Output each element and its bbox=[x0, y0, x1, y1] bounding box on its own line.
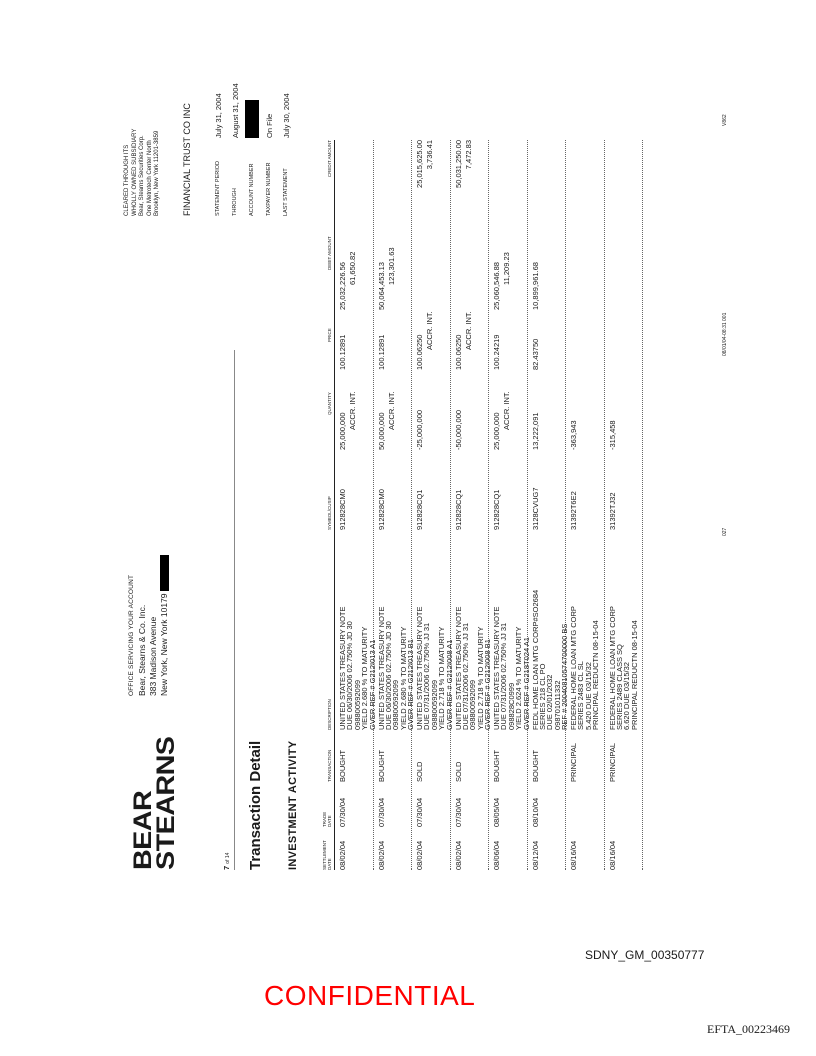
clearing-info: CLEARED THROUGH ITS WHOLLY OWNED SUBSIDIARY Bear, Stearns Securities Corp. One Metrotech Center North Brooklyn, New York 11201-3859 bbox=[124, 128, 160, 216]
cusip: 31392T6E2 bbox=[569, 491, 578, 530]
page-number: 7 of 14 bbox=[222, 852, 231, 870]
credit-amount: 50,031,250.00 bbox=[453, 140, 463, 188]
quantity: -25,000,000 bbox=[415, 409, 424, 450]
transaction-type: PRINCIPAL bbox=[569, 742, 578, 782]
section-heading: INVESTMENT ACTIVITY bbox=[287, 740, 299, 870]
price-note: ACCR. INT. bbox=[425, 311, 434, 350]
quantity: 25,000,000 bbox=[492, 412, 501, 450]
description: FEDERAL HOME LOAN MTG CORP SERIES 2489 CLASS SQ 6.620 DUE 03/15/32 PRINCIPAL REDUCTN 08-15-04 bbox=[607, 606, 639, 730]
description: UNITED STATES TREASURY NOTE DUE 07/31/2006 02.750% JJ 31 098800592099 YIELD 2.718 % TO MATURITY GVER REF # G212I008 A1 bbox=[415, 606, 454, 730]
confidential-stamp: CONFIDENTIAL bbox=[264, 980, 476, 1011]
table-row bbox=[412, 140, 454, 870]
cusip: 912828CQ1 bbox=[492, 489, 501, 530]
transaction-type: BOUGHT bbox=[492, 749, 501, 782]
table-row bbox=[566, 140, 605, 870]
settlement-date: 08/06/04 bbox=[492, 840, 501, 870]
footer-code: V862 bbox=[722, 114, 728, 126]
redaction-box bbox=[160, 555, 169, 591]
table-header: SETTLEMENT DATE TRADE DATE TRANSACTION DESCRIPTION SYMBOL/CUSIP QUANTITY PRICE DEBIT AMOUNT CREDIT AMOUNT bbox=[316, 140, 335, 870]
trade-date: 07/30/04 bbox=[338, 797, 347, 827]
price: 100.12891 bbox=[376, 334, 386, 370]
cusip: 912828CM0 bbox=[376, 489, 386, 530]
bates-number: SDNY_GM_00350777 bbox=[585, 948, 705, 962]
trade-date: 07/30/04 bbox=[453, 797, 463, 827]
page-title: Transaction Detail bbox=[247, 740, 264, 870]
transaction-type: BOUGHT bbox=[338, 749, 347, 782]
price: 100.06250 bbox=[453, 334, 463, 370]
cusip: 3128CVUG7 bbox=[530, 487, 540, 530]
trade-date: 08/10/04 bbox=[530, 797, 540, 827]
table-row bbox=[605, 140, 644, 870]
transaction-type: SOLD bbox=[415, 761, 424, 782]
description: UNITED STATES TREASURY NOTE DUE 06/30/2006 02.750% JD 30 098800592099 YIELD 2.680 % TO MATURITY GVER REF # G212I013 A1 bbox=[338, 606, 377, 730]
debit-amount: 50,064,453.13 bbox=[376, 262, 386, 310]
debit-amount: 25,032,226.56 bbox=[338, 262, 347, 310]
quantity: -363,943 bbox=[569, 420, 578, 450]
divider bbox=[234, 350, 235, 870]
trade-date: 08/05/04 bbox=[492, 797, 501, 827]
bear-stearns-logo: BEAR STEARNS bbox=[129, 736, 180, 870]
debit-amount: 25,060,546.88 bbox=[492, 262, 501, 310]
description: UNITED STATES TREASURY NOTE DUE 06/30/2006 02.750% JD 30 098800592099 YIELD 2.680 % TO MATURITY GVER REF # G212I013 B1 bbox=[376, 606, 416, 730]
quantity-note: ACCR. INT. bbox=[386, 391, 396, 430]
description: UNITED STATES TREASURY NOTE DUE 07/31/2006 02.750% JJ 31 098828C0999 YIELD 2.624 % TO MATURITY GVER REF # G218T024 A1 bbox=[492, 606, 531, 730]
price: 100.24219 bbox=[492, 334, 501, 370]
table-row bbox=[451, 140, 493, 870]
quantity: -50,000,000 bbox=[453, 409, 463, 450]
debit-amount: 10,899,961.68 bbox=[530, 262, 540, 310]
office-address: OFFICE SERVICING YOUR ACCOUNT Bear, Stearns & Co. Inc. 383 Madison Avenue New York, New York 10179 bbox=[126, 555, 170, 696]
cusip: 31392TJ32 bbox=[607, 492, 617, 530]
settlement-date: 08/02/04 bbox=[453, 840, 463, 870]
redaction-box bbox=[245, 100, 259, 138]
price: 100.12891 bbox=[338, 334, 347, 370]
quantity: 25,000,000 bbox=[338, 412, 347, 450]
description: FEDL HOME LOAN MTG CORP#SO2684 SERIES 218 CL PO DUE 02/01/2032 098701011332 REF # 20040810574700000 BS bbox=[530, 589, 570, 730]
cusip: 912828CQ1 bbox=[415, 489, 424, 530]
quantity: 50,000,000 bbox=[376, 412, 386, 450]
cusip: 912828CM0 bbox=[338, 489, 347, 530]
transaction-type: PRINCIPAL bbox=[607, 742, 617, 782]
transaction-type: SOLD bbox=[453, 761, 463, 782]
debit-interest: 123,301.63 bbox=[386, 247, 396, 285]
credit-interest: 7,472.83 bbox=[463, 140, 473, 170]
table-row bbox=[528, 140, 570, 870]
trade-date: 07/30/04 bbox=[376, 797, 386, 827]
footer-code: 027 bbox=[722, 527, 728, 536]
credit-amount: 25,015,625.00 bbox=[415, 140, 424, 188]
transaction-type: BOUGHT bbox=[530, 749, 540, 782]
transaction-type: BOUGHT bbox=[376, 749, 386, 782]
settlement-date: 08/16/04 bbox=[607, 840, 617, 870]
trade-date: 07/30/04 bbox=[415, 797, 424, 827]
settlement-date: 08/12/04 bbox=[530, 840, 540, 870]
debit-interest: 11,209.23 bbox=[502, 252, 511, 285]
settlement-date: 08/02/04 bbox=[415, 840, 424, 870]
price: 82.43750 bbox=[530, 338, 540, 370]
quantity: -315,458 bbox=[607, 420, 617, 450]
settlement-date: 08/02/04 bbox=[376, 840, 386, 870]
description: FEDERAL HOME LOAN MTG CORP SERIES 2483 CL SL 5.420 DUE 03/15/32 PRINCIPAL REDUCTN 08-15-04 bbox=[569, 606, 601, 730]
account-name: FINANCIAL TRUST CO INC bbox=[182, 103, 192, 216]
transaction-table bbox=[316, 140, 643, 870]
settlement-date: 08/02/04 bbox=[338, 840, 347, 870]
table-row bbox=[489, 140, 531, 870]
statement-meta: STATEMENT PERIOD July 31, 2004 THROUGH August 31, 2004 ACCOUNT NUMBER TAXPAYER NUMBER On File LAST STATEMENT July 30, 2004 bbox=[214, 83, 291, 216]
price-note: ACCR. INT. bbox=[463, 311, 473, 350]
debit-interest: 61,650.82 bbox=[348, 251, 357, 285]
quantity-note: ACCR. INT. bbox=[348, 391, 357, 430]
description: UNITED STATES TREASURY NOTE DUE 07/31/2006 02.750% JJ 31 098800592099 YIELD 2.718 % TO MATURITY GVER REF # G212I008 B1 bbox=[453, 606, 493, 730]
footer-code: 08/01/04-08:31 001 bbox=[722, 312, 728, 356]
settlement-date: 08/16/04 bbox=[569, 840, 578, 870]
transaction-rows bbox=[335, 140, 643, 870]
quantity-note: ACCR. INT. bbox=[502, 391, 511, 430]
cusip: 912828CQ1 bbox=[453, 489, 463, 530]
efta-number: EFTA_00223469 bbox=[707, 1022, 791, 1036]
quantity: 13,222,091 bbox=[530, 412, 540, 450]
statement-page bbox=[62, 0, 756, 1056]
credit-interest: 3,736.41 bbox=[425, 140, 434, 170]
table-row bbox=[335, 140, 377, 870]
price: 100.06250 bbox=[415, 334, 424, 370]
table-row bbox=[374, 140, 416, 870]
